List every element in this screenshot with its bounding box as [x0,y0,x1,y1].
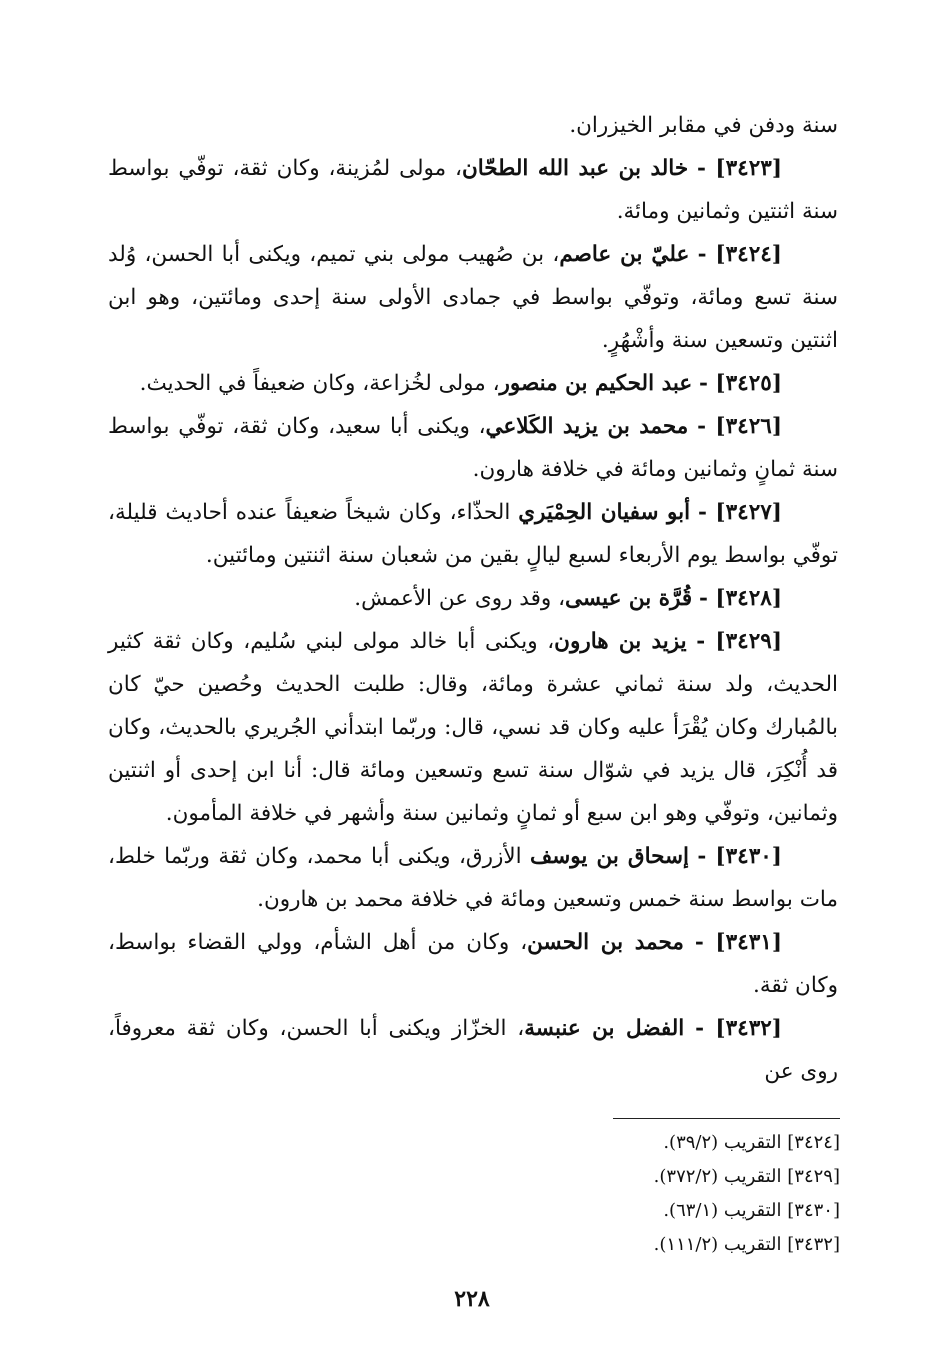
entry-text: الحذّاء، وكان شيخاً ضعيفاً عنده أحاديث قليلة، توفّي بواسط يوم الأربعاء لسبع ليالٍ بقين من شعبان سنة اثنتين ومائتين. [108,500,838,568]
footnote-divider [613,1118,840,1119]
entry-text: ، وقد روى عن الأعمش. [354,586,566,611]
entry-text: الأزرق، ويكنى أبا محمد، وكان ثقة وربّما خلط، مات بواسط سنة خمس وتسعين ومائة في خلافة محمد بن هارون. [108,844,838,912]
entry-3430 [108,835,838,921]
entry-3428 [108,577,838,620]
entry-number: [٣٤٢٥] - [699,371,782,396]
entry-name: خالد بن عبد الله الطحّان [461,156,689,181]
entry-text: ، وكان من أهل الشأم، وولي القضاء بواسط، وكان ثقة. [108,930,838,998]
page-number: ٢٢٨ [454,1286,490,1312]
entry-3426 [108,405,838,491]
entry-3432 [108,1007,838,1093]
footnote: [٣٤٣٢] التقريب (١١١/٢). [653,1234,840,1255]
entry-3425 [108,362,838,405]
entry-name: الفضل بن عنبسة [524,1016,685,1041]
entry-name: أبو سفيان الحِمْيَري [518,500,691,525]
entry-name: يزيد بن هارون [554,629,687,654]
entry-name: محمد بن يزيد الكَلاعي [485,414,689,439]
entry-text: ، الخزّاز ويكنى أبا الحسن، وكان ثقة معروفاً، روى عن [108,1016,838,1084]
footnote: [٣٤٣٠] التقريب (٦٣/١). [663,1200,840,1221]
entry-number: [٣٤٣٢] - [695,1016,782,1041]
entry-text: ، ويكنى أبا خالد مولى لبني سُليم، وكان ثقة كثير الحديث، ولد سنة ثماني عشرة ومائة، وقال: طلبت الحديث وحُصين حيّ كان بالمُبارك وكان يُقْرَأ عليه وكان قد نسي، قال: وربّما ابتدأني الجُريري بالحديث، وكان قد أُنْكِرَ، قال يزيد في شوّال سنة تسع وتسعين ومائة قال: أنا ابن إحدى أو اثنتين وثمانين، وتوفّي وهو ابن سبع أو ثمانٍ وثمانين سنة وأشهر في خلافة المأمون. [108,629,838,826]
entry-text: ، ويكنى أبا سعيد، وكان ثقة، توفّي بواسط سنة ثمانٍ وثمانين ومائة في خلافة هارون. [108,414,838,482]
entry-3423 [108,147,838,233]
entry-number: [٣٤٢٧] - [697,500,782,525]
paragraph-continuation [108,104,838,147]
entry-number: [٣٤٢٣] - [697,156,782,181]
entry-number: [٣٤٣٠] - [697,844,782,869]
entry-name: إسحاق بن يوسف [530,844,689,869]
entry-number: [٣٤٢٨] - [699,586,782,611]
entry-name: محمد بن الحسن [527,930,684,955]
entry-text: ، مولى لخُزاعة، وكان ضعيفاً في الحديث. [139,371,500,396]
entry-number: [٣٤٣١] - [694,930,782,955]
entry-name: عليّ بن عاصم [559,242,690,267]
footnote: [٣٤٢٤] التقريب (٣٩/٢). [663,1132,840,1153]
entry-number: [٣٤٢٦] - [697,414,782,439]
footnotes [560,1126,840,1262]
entry-3431 [108,921,838,1007]
entry-text: ، مولى لمُزينة، وكان ثقة، توفّي بواسط سنة اثنتين وثمانين ومائة. [108,156,838,224]
footnote: [٣٤٢٩] التقريب (٣٧٢/٢). [653,1166,840,1187]
paragraph-text: سنة ودفن في مقابر الخيزران. [569,113,838,138]
entry-number: [٣٤٢٩] - [696,629,782,654]
main-text [108,104,838,1093]
entry-name: عبد الحكيم بن منصور [499,371,693,396]
entry-3424 [108,233,838,362]
entry-number: [٣٤٢٤] - [697,242,782,267]
entry-text: ، بن صُهيب مولى بني تميم، ويكنى أبا الحسن، وُلد سنة تسع ومائة، وتوفّي بواسط في جمادى الأولى سنة إحدى ومائتين، وهو ابن اثنتين وتسعين سنة وأشْهُرٍ. [108,242,838,353]
entry-3429 [108,620,838,835]
entry-3427 [108,491,838,577]
entry-name: قُرَّة بن عيسى [565,586,693,611]
